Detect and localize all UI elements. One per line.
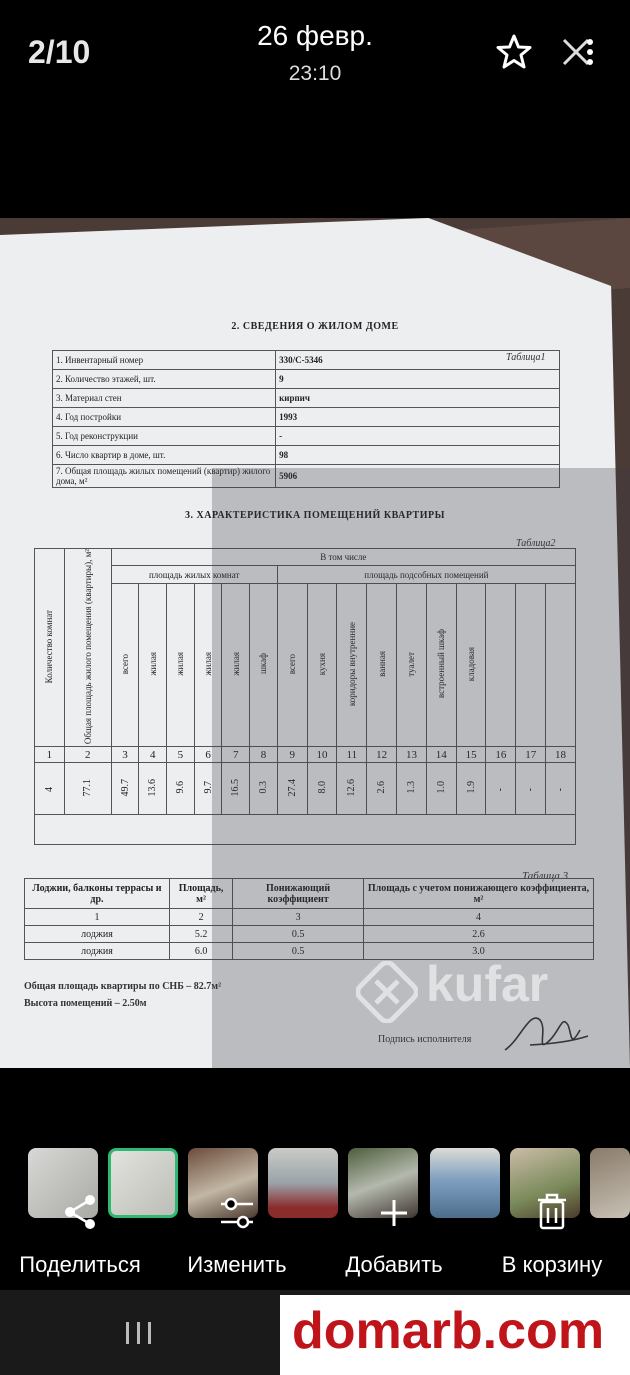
living-col-header bbox=[167, 583, 195, 746]
column-number: 3 bbox=[111, 747, 139, 763]
living-col-label: жилая bbox=[230, 652, 241, 676]
room-value: 9.7 bbox=[202, 781, 214, 794]
column-number: 11 bbox=[337, 747, 367, 763]
room-value-cell bbox=[167, 763, 195, 815]
column-number: 7 bbox=[222, 747, 250, 763]
room-value: 1.9 bbox=[465, 781, 477, 794]
column-number: 5 bbox=[167, 747, 195, 763]
column-number: 2 bbox=[64, 747, 111, 763]
house-info-value: 1993 bbox=[276, 408, 560, 427]
room-value: 49.7 bbox=[119, 778, 131, 797]
share-button[interactable]: Поделиться bbox=[0, 1190, 160, 1278]
room-value: 2.6 bbox=[376, 781, 388, 794]
living-col-label: жилая bbox=[175, 652, 186, 676]
living-rooms-group-header: площадь жилых комнат bbox=[111, 566, 277, 583]
column-number: 15 bbox=[456, 747, 486, 763]
house-info-value: 5906 bbox=[276, 465, 560, 488]
column-number: 6 bbox=[194, 747, 222, 763]
living-col-label: всего bbox=[120, 653, 130, 675]
loggia-cell: 3.0 bbox=[363, 943, 593, 960]
column-number: 18 bbox=[546, 747, 576, 763]
house-info-label: 7. Общая площадь жилых помещений (квартир) жилого дома, м² bbox=[53, 465, 276, 488]
loggia-header: Площадь, м² bbox=[169, 879, 232, 909]
trash-button[interactable]: В корзину bbox=[472, 1190, 630, 1278]
loggia-cell: 5.2 bbox=[169, 926, 232, 943]
room-value: 1.0 bbox=[435, 781, 447, 794]
room-value: 16.5 bbox=[230, 778, 242, 797]
loggia-col-number: 3 bbox=[233, 909, 364, 926]
loggia-header: Понижающий коэффициент bbox=[233, 879, 364, 909]
house-info-label: 6. Число квартир в доме, шт. bbox=[53, 446, 276, 465]
table1-label: Таблица1 bbox=[506, 352, 546, 363]
col-rooms-header: Количество комнат bbox=[35, 549, 65, 747]
loggia-cell: 0.5 bbox=[233, 943, 364, 960]
favorite-star-icon[interactable] bbox=[494, 32, 534, 72]
room-value: - bbox=[525, 788, 537, 792]
table2-label: Таблица2 bbox=[516, 538, 556, 549]
column-number: 4 bbox=[139, 747, 167, 763]
room-value-cell bbox=[111, 763, 139, 815]
ceiling-height-note: Высота помещений – 2.50м bbox=[24, 998, 147, 1009]
room-value: - bbox=[555, 788, 567, 792]
room-value: 27.4 bbox=[286, 778, 298, 797]
house-info-label: 5. Год реконструкции bbox=[53, 427, 276, 446]
living-col-label: шкаф bbox=[258, 653, 269, 675]
column-number: 17 bbox=[516, 747, 546, 763]
house-info-label: 1. Инвентарный номер bbox=[53, 351, 276, 370]
column-number: 1 bbox=[35, 747, 65, 763]
loggia-header: Лоджии, балконы террасы и др. bbox=[25, 879, 170, 909]
column-number: 8 bbox=[250, 747, 278, 763]
document-photo[interactable] bbox=[0, 218, 630, 1068]
room-value-cell bbox=[35, 763, 65, 815]
loggia-cell: лоджия bbox=[25, 926, 170, 943]
room-value: 13.6 bbox=[147, 778, 159, 797]
house-info-row bbox=[53, 408, 560, 427]
top-bar bbox=[0, 0, 630, 110]
living-col-header bbox=[111, 583, 139, 746]
kufar-logo-icon bbox=[356, 961, 418, 1023]
more-options-icon[interactable] bbox=[558, 32, 598, 72]
aux-col-label: встроенный шкаф bbox=[436, 629, 447, 699]
section2-title: 2. СВЕДЕНИЯ О ЖИЛОМ ДОМЕ bbox=[231, 321, 399, 332]
edit-button[interactable]: Изменить bbox=[157, 1190, 317, 1278]
house-info-value: - bbox=[276, 427, 560, 446]
aux-col-label: кладовая bbox=[466, 646, 477, 682]
loggia-col-number: 2 bbox=[169, 909, 232, 926]
room-value: 77.1 bbox=[82, 778, 94, 797]
loggia-header: Площадь с учетом понижающего коэффициента, м² bbox=[363, 879, 593, 909]
aux-col-label: всего bbox=[287, 653, 298, 675]
loggia-col-number: 4 bbox=[363, 909, 593, 926]
house-info-row bbox=[53, 427, 560, 446]
aux-col-label: кухня bbox=[317, 652, 327, 676]
add-button[interactable]: Добавить bbox=[314, 1190, 474, 1278]
house-info-value: 98 bbox=[276, 446, 560, 465]
aux-col-label: туалет bbox=[406, 651, 417, 677]
house-info-label: 2. Количество этажей, шт. bbox=[53, 370, 276, 389]
room-value: - bbox=[495, 788, 507, 792]
loggia-cell: 2.6 bbox=[363, 926, 593, 943]
room-value: 8.0 bbox=[316, 781, 328, 794]
aux-col-label: коридоры внутренние bbox=[346, 621, 357, 707]
edit-sliders-icon bbox=[217, 1190, 257, 1234]
table3-label: Таблица 3 bbox=[522, 870, 569, 882]
loggia-cell: лоджия bbox=[25, 943, 170, 960]
share-icon bbox=[60, 1190, 100, 1234]
room-value: 4 bbox=[43, 786, 55, 792]
room-value: 12.6 bbox=[346, 778, 358, 797]
kufar-watermark: kufar bbox=[356, 953, 596, 1023]
room-value: 1.3 bbox=[405, 781, 417, 794]
signature-label: Подпись исполнителя bbox=[378, 1034, 472, 1045]
total-area-note: Общая площадь квартиры по СНБ – 82.7м² bbox=[24, 981, 222, 992]
column-number: 10 bbox=[307, 747, 337, 763]
living-col-label: жилая bbox=[147, 652, 158, 676]
section3-title: 3. ХАРАКТЕРИСТИКА ПОМЕЩЕНИЙ КВАРТИРЫ bbox=[185, 510, 445, 521]
room-value-cell bbox=[64, 763, 111, 815]
living-col-header bbox=[139, 583, 167, 746]
column-number: 12 bbox=[367, 747, 397, 763]
in-that-number-header: В том числе bbox=[111, 549, 575, 566]
brand-watermark: domarb.com bbox=[280, 1295, 630, 1375]
column-number: 9 bbox=[277, 747, 307, 763]
house-info-row bbox=[53, 370, 560, 389]
photo-time: 23:10 bbox=[288, 62, 342, 85]
column-number: 16 bbox=[486, 747, 516, 763]
house-info-value: 330/С-5346 bbox=[276, 351, 560, 370]
living-col-label: жилая bbox=[203, 652, 214, 676]
house-info-value: кирпич bbox=[276, 389, 560, 408]
column-number: 13 bbox=[397, 747, 427, 763]
room-value-cell bbox=[139, 763, 167, 815]
plus-icon bbox=[374, 1190, 414, 1234]
house-info-row bbox=[53, 446, 560, 465]
room-value: 0.3 bbox=[257, 781, 269, 794]
aux-col-label: ванная bbox=[376, 651, 387, 677]
recent-apps-icon[interactable] bbox=[124, 1320, 154, 1346]
house-info-value: 9 bbox=[276, 370, 560, 389]
column-number: 14 bbox=[426, 747, 456, 763]
loggia-cell: 0.5 bbox=[233, 926, 364, 943]
loggia-col-number: 1 bbox=[25, 909, 170, 926]
action-bar bbox=[0, 1190, 630, 1290]
house-info-row bbox=[53, 389, 560, 408]
photo-date: 26 февр. bbox=[257, 20, 373, 51]
house-info-row bbox=[53, 351, 560, 370]
house-info-label: 3. Материал стен bbox=[53, 389, 276, 408]
col-total-area-header: Общая площадь жилого помещения (квартиры), м² bbox=[64, 549, 111, 747]
house-info-label: 4. Год постройки bbox=[53, 408, 276, 427]
trash-icon bbox=[532, 1190, 572, 1234]
loggia-cell: 6.0 bbox=[169, 943, 232, 960]
aux-rooms-group-header: площадь подсобных помещений bbox=[277, 566, 575, 583]
photo-counter: 2/10 bbox=[28, 34, 91, 70]
room-value: 9.6 bbox=[174, 781, 186, 794]
